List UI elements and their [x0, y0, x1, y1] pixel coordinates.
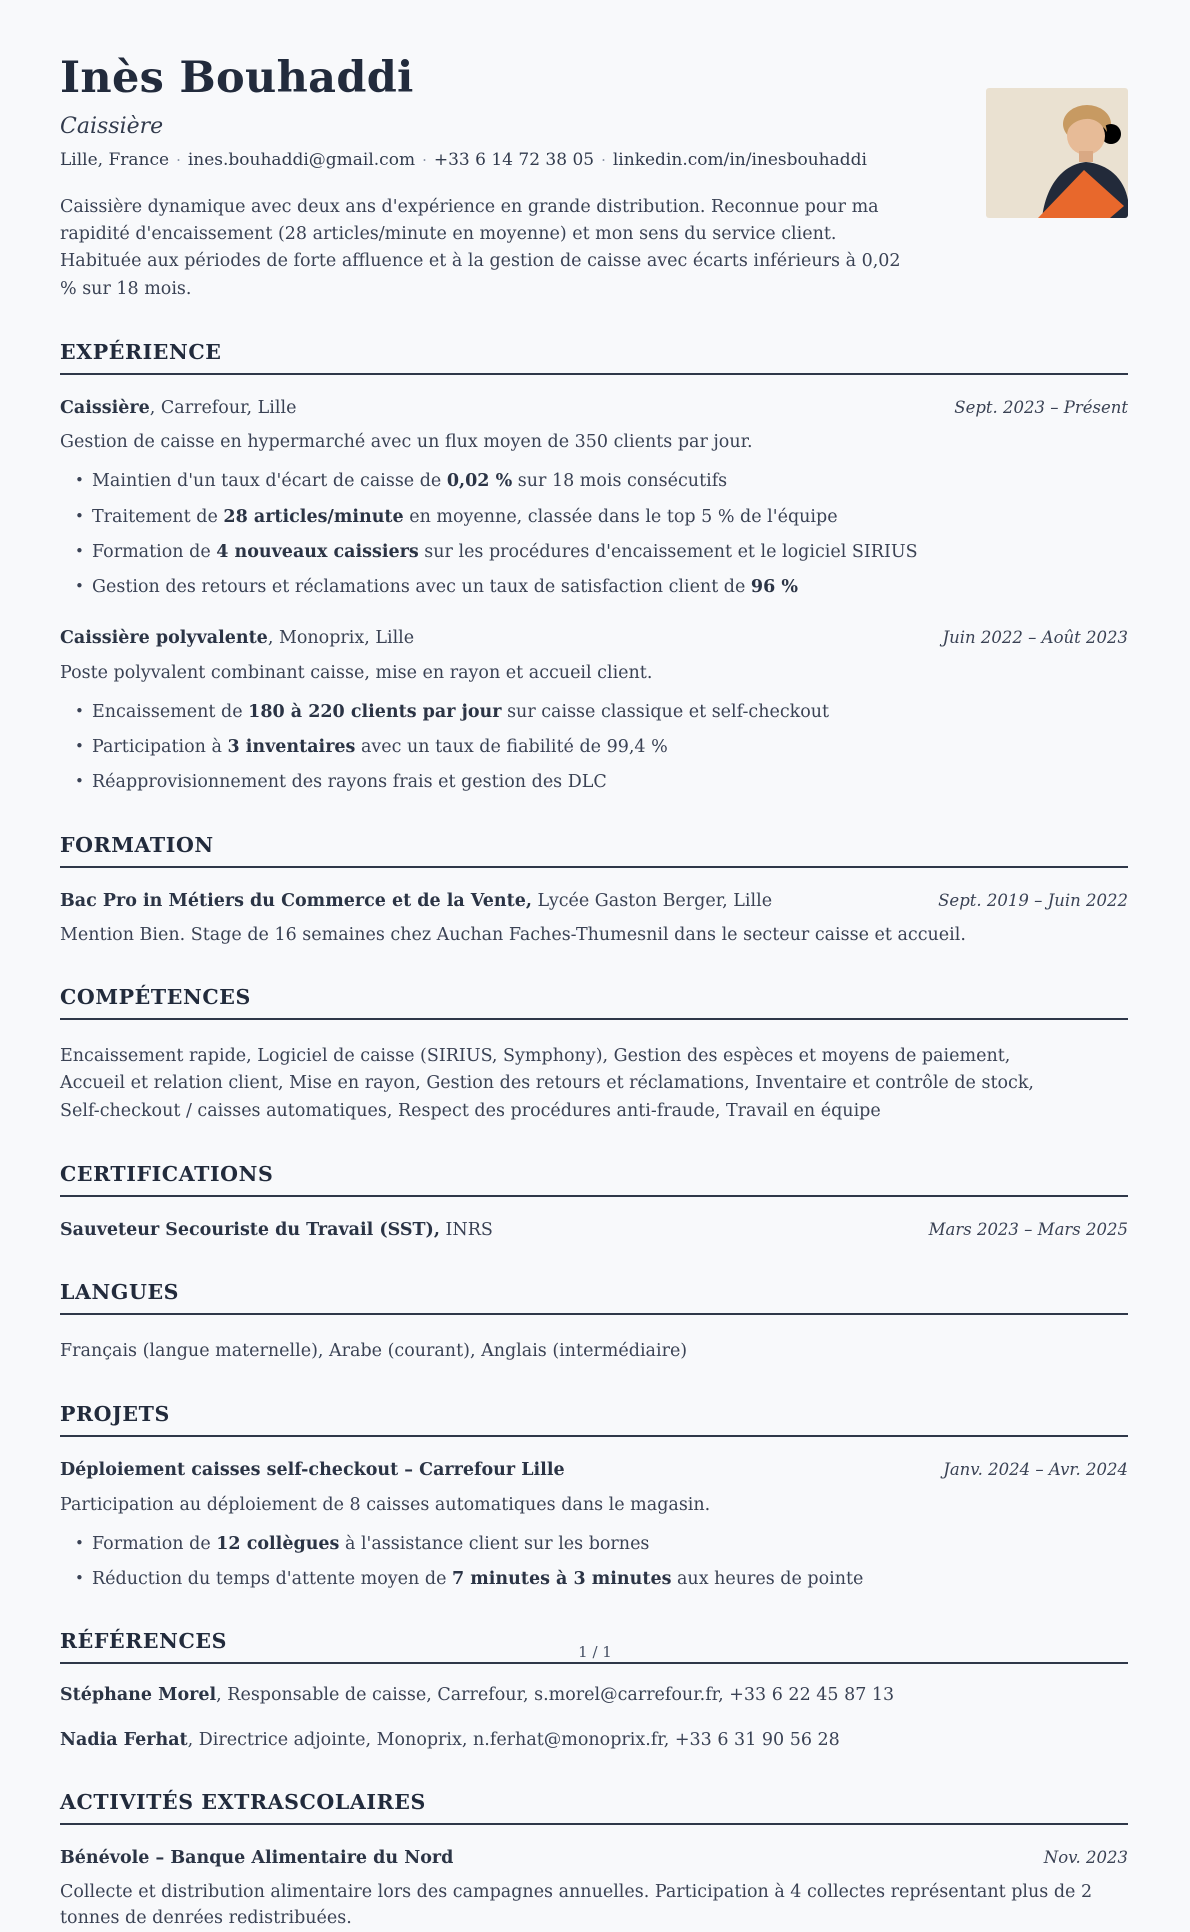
bullet-item: • Réapprovisionnement des rayons frais et gestion des DLC	[75, 769, 1128, 795]
section-heading-experience: EXPÉRIENCE	[60, 340, 1128, 375]
contact-separator: ·	[601, 151, 606, 170]
page-indicator: 1 / 1	[578, 1643, 612, 1661]
experience-entry	[60, 396, 1128, 601]
entry-description: Collecte et distribution alimentaire lors des campagnes annuelles. Participation à 4 collectes représentant plus de 2 tonnes de denrées redistribuées.	[60, 1882, 1093, 1929]
section-competences	[60, 985, 1128, 1124]
entry-description: Gestion de caisse en hypermarché avec un flux moyen de 350 clients par jour.	[60, 432, 753, 453]
contact-email: ines.bouhaddi@gmail.com	[187, 150, 416, 171]
section-certifications	[60, 1162, 1128, 1243]
entry-header	[60, 626, 1128, 651]
entry-title: Sauveteur Secouriste du Travail (SST), INRS	[60, 1219, 493, 1240]
section-heading-activites: ACTIVITÉS EXTRASCOLAIRES	[60, 1790, 1128, 1825]
entry-description: Poste polyvalent combinant caisse, mise en rayon et accueil client.	[60, 662, 653, 683]
bullet-item: • Gestion des retours et réclamations avec un taux de satisfaction client de 96 %	[75, 574, 1128, 600]
entry-title: Caissière, Carrefour, Lille	[60, 397, 297, 418]
bullet-item: • Traitement de 28 articles/minute en moyenne, classée dans le top 5 % de l'équipe	[75, 504, 1128, 530]
bullet-list	[60, 468, 1128, 600]
entry-dates: Mars 2023 – Mars 2025	[928, 1219, 1128, 1239]
bullet-list	[60, 699, 1128, 796]
section-heading-references: RÉFÉRENCES	[60, 1629, 1128, 1664]
entry-header	[60, 1846, 1128, 1871]
entry-dates: Juin 2022 – Août 2023	[942, 628, 1128, 648]
project-entry	[60, 1458, 1128, 1592]
profile-summary: Caissière dynamique avec deux ans d'expérience en grande distribution. Reconnue pour ma rapidité d'encaissement (28 articles/minute en moyenne) et mon sens du service client. Habituée aux périodes de forte affluence et à la gestion de caisse avec écarts inférieurs à 0,02 % sur 18 mois.	[60, 197, 901, 299]
entry-header	[60, 396, 1128, 421]
entry-dates: Nov. 2023	[1043, 1847, 1128, 1867]
bullet-item: • Réduction du temps d'attente moyen de 7 minutes à 3 minutes aux heures de pointe	[75, 1566, 1128, 1592]
reference-entry: Stéphane Morel, Responsable de caisse, Carrefour, s.morel@carrefour.fr, +33 6 22 45 87 13	[60, 1685, 895, 1706]
entry-header	[60, 1458, 1128, 1483]
entry-title: Déploiement caisses self-checkout – Carrefour Lille	[60, 1460, 565, 1481]
contact-separator: ·	[422, 151, 427, 170]
bullet-item: • Formation de 4 nouveaux caissiers sur les procédures d'encaissement et le logiciel SIRIUS	[75, 539, 1128, 565]
contact-linkedin: linkedin.com/in/inesbouhaddi	[612, 150, 867, 171]
contact-line	[60, 150, 1128, 170]
section-langues	[60, 1280, 1128, 1365]
section-heading-projets: PROJETS	[60, 1402, 1128, 1437]
bullet-item: • Formation de 12 collègues à l'assistance client sur les bornes	[75, 1531, 1128, 1557]
formation-entry	[60, 889, 1128, 949]
contact-phone: +33 6 14 72 38 05	[433, 150, 595, 171]
section-heading-formation: FORMATION	[60, 833, 1128, 868]
entry-dates: Janv. 2024 – Avr. 2024	[943, 1460, 1128, 1480]
reference-entry: Nadia Ferhat, Directrice adjointe, Monoprix, n.ferhat@monoprix.fr, +33 6 31 90 56 28	[60, 1729, 840, 1750]
resume-header	[60, 53, 1128, 303]
entry-header	[60, 1218, 1128, 1243]
section-heading-certifications: CERTIFICATIONS	[60, 1162, 1128, 1197]
profile-photo-illustration	[986, 88, 1128, 218]
entry-description: Participation au déploiement de 8 caisses automatiques dans le magasin.	[60, 1494, 711, 1515]
experience-entry	[60, 626, 1128, 795]
section-formation	[60, 833, 1128, 949]
bullet-item: • Encaissement de 180 à 220 clients par jour sur caisse classique et self-checkout	[75, 699, 1128, 725]
skills-text: Encaissement rapide, Logiciel de caisse (SIRIUS, Symphony), Gestion des espèces et moyens de paiement, Accueil et relation client, Mise en rayon, Gestion des retours et réclamations, Inventaire et contrôle de stock, Self-checkout / caisses automatiques, Respect des procédures anti-fraude, Travail en équipe	[60, 1046, 1034, 1121]
bullet-item: • Participation à 3 inventaires avec un taux de fiabilité de 99,4 %	[75, 734, 1128, 760]
bullet-list	[60, 1531, 1128, 1593]
entry-description: Mention Bien. Stage de 16 semaines chez Auchan Faches-Thumesnil dans le secteur caisse et accueil.	[60, 925, 966, 946]
entry-title: Caissière polyvalente, Monoprix, Lille	[60, 628, 415, 649]
profile-photo	[986, 88, 1128, 218]
activity-entry	[60, 1846, 1128, 1932]
section-projets	[60, 1402, 1128, 1592]
person-job-title: Caissière	[60, 114, 164, 140]
entry-title: Bac Pro in Métiers du Commerce et de la Vente, Lycée Gaston Berger, Lille	[60, 890, 773, 911]
contact-location: Lille, France	[60, 150, 170, 171]
person-name: Inès Bouhaddi	[60, 53, 414, 103]
contact-separator: ·	[176, 151, 181, 170]
languages-text: Français (langue maternelle), Arabe (courant), Anglais (intermédiaire)	[60, 1341, 688, 1362]
entry-dates: Sept. 2019 – Juin 2022	[938, 890, 1128, 910]
section-activites	[60, 1790, 1128, 1932]
entry-title: Bénévole – Banque Alimentaire du Nord	[60, 1847, 454, 1868]
section-experience	[60, 340, 1128, 796]
entry-header	[60, 889, 1128, 914]
bullet-item: • Maintien d'un taux d'écart de caisse de 0,02 % sur 18 mois consécutifs	[75, 468, 1128, 494]
entry-dates: Sept. 2023 – Présent	[954, 397, 1128, 417]
certification-entry	[60, 1218, 1128, 1243]
section-heading-langues: LANGUES	[60, 1280, 1128, 1315]
section-heading-competences: COMPÉTENCES	[60, 985, 1128, 1020]
